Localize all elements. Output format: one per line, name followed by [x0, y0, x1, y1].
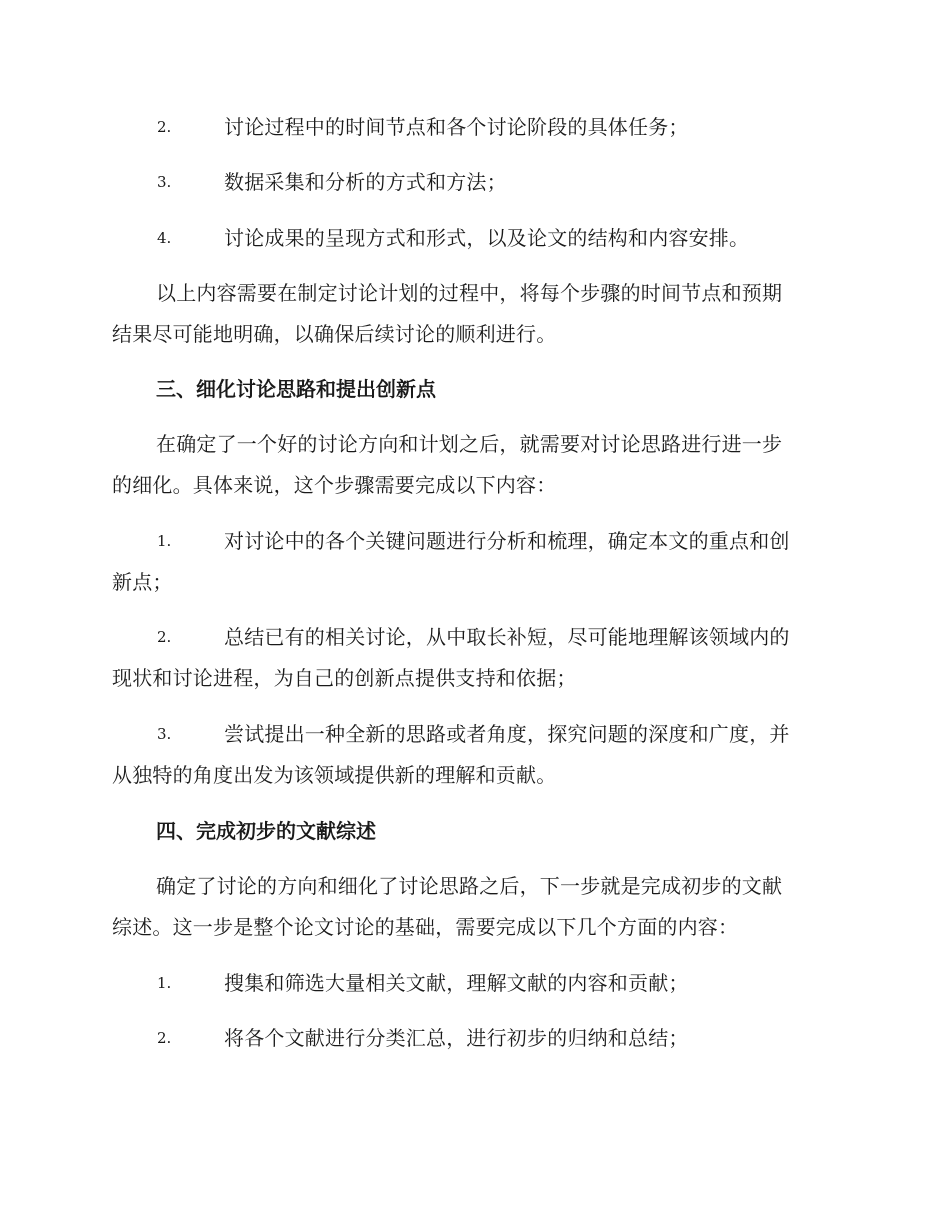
- list-item-text: 现状和讨论进程，为自己的创新点提供支持和依据；: [112, 666, 577, 690]
- list-item-text: 将各个文献进行分类汇总，进行初步的归纳和总结；: [224, 1026, 689, 1050]
- list-item-text: 数据采集和分析的方式和方法；: [224, 170, 507, 194]
- section-heading: 四、完成初步的文献综述: [156, 819, 376, 843]
- list-item-text: 尝试提出一种全新的思路或者角度，探究问题的深度和广度，并: [224, 722, 790, 746]
- list-item-text: 讨论成果的呈现方式和形式，以及论文的结构和内容安排。: [224, 226, 750, 250]
- paragraph-line: 的细化。具体来说，这个步骤需要完成以下内容：: [112, 473, 557, 497]
- list-number: 2.: [157, 1029, 172, 1047]
- list-number: 2.: [157, 628, 172, 646]
- list-number: 4.: [157, 229, 172, 247]
- paragraph-line: 在确定了一个好的讨论方向和计划之后，就需要对讨论思路进行进一步: [156, 432, 783, 456]
- paragraph-line: 以上内容需要在制定讨论计划的过程中，将每个步骤的时间节点和预期: [156, 281, 783, 305]
- list-number: 1.: [157, 974, 172, 992]
- list-number: 1.: [157, 532, 172, 550]
- paragraph-line: 结果尽可能地明确，以确保后续讨论的顺利进行。: [112, 322, 557, 346]
- list-item-text: 对讨论中的各个关键问题进行分析和梳理，确定本文的重点和创: [224, 529, 790, 553]
- list-number: 3.: [157, 725, 172, 743]
- paragraph-line: 确定了讨论的方向和细化了讨论思路之后，下一步就是完成初步的文献: [156, 874, 783, 898]
- list-number: 3.: [157, 173, 172, 191]
- list-item-text: 讨论过程中的时间节点和各个讨论阶段的具体任务；: [224, 115, 689, 139]
- list-item-text: 搜集和筛选大量相关文献，理解文献的内容和贡献；: [224, 971, 689, 995]
- list-item-text: 新点；: [112, 570, 173, 594]
- section-heading: 三、细化讨论思路和提出创新点: [156, 377, 436, 401]
- list-item-text: 从独特的角度出发为该领域提供新的理解和贡献。: [112, 763, 557, 787]
- paragraph-line: 综述。这一步是整个论文讨论的基础，需要完成以下几个方面的内容：: [112, 915, 739, 939]
- list-number: 2.: [157, 118, 172, 136]
- list-item-text: 总结已有的相关讨论，从中取长补短，尽可能地理解该领域内的: [224, 625, 790, 649]
